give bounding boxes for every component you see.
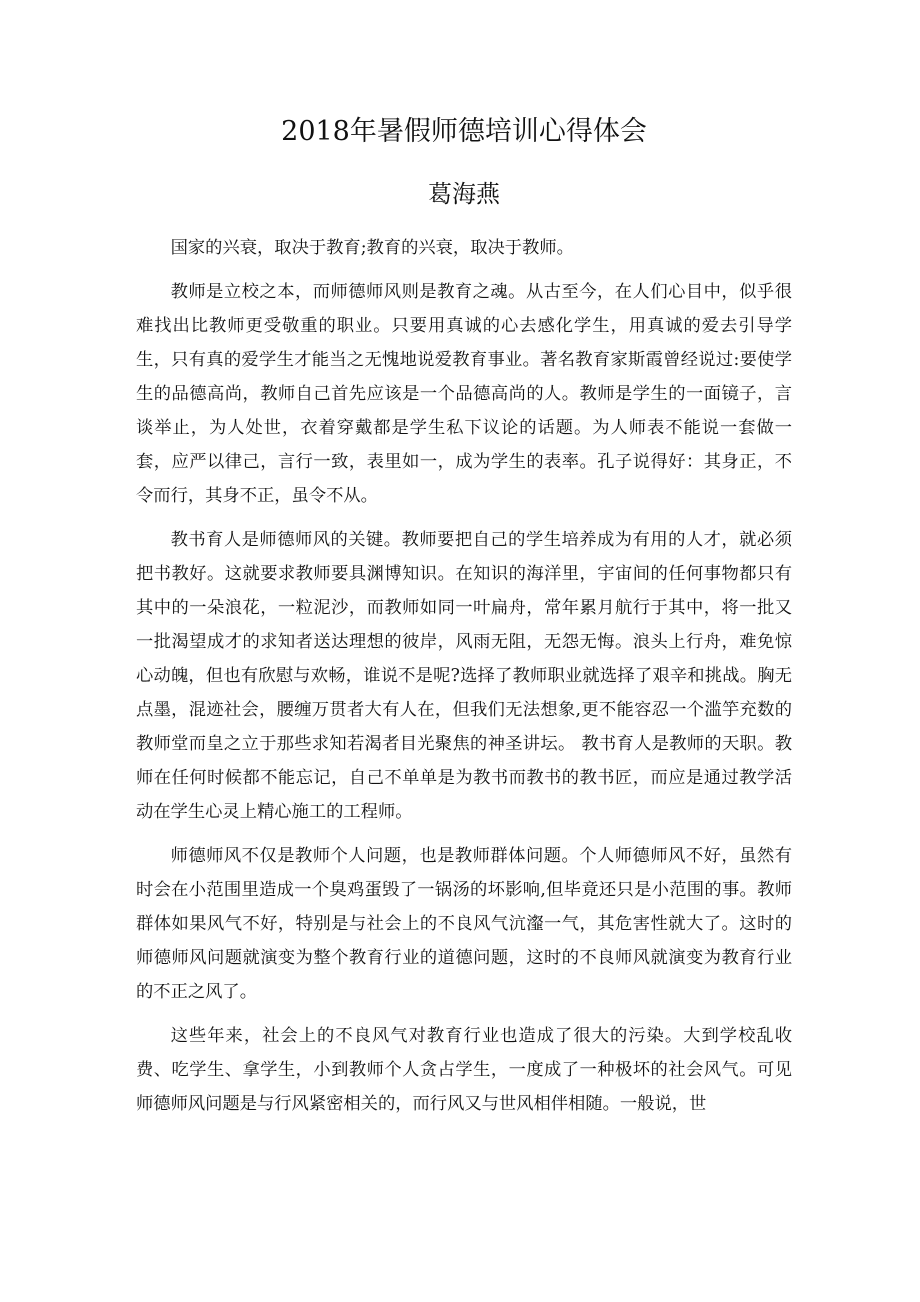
document-author: 葛海燕 <box>428 180 500 208</box>
paragraph: 教师是立校之本，而师德师风则是教育之魂。从古至今，在人们心目中，似乎很难找出比教师更受敬重的职业。只要用真诚的心去感化学生，用真诚的爱去引导学生，只有真的爱学生才能当之无愧地说爱教育事业。著名教育家斯霞曾经说过:要使学生的品德高尚，教师自己首先应该是一个品德高尚的人。教师是学生的一面镜子，言谈举止，为人处世，衣着穿戴都是学生私下议论的话题。为人师表不能说一套做一套，应严以律己，言行一致，表里如一，成为学生的表率。孔子说得好：其身正，不令而行，其身不正，虽令不从。 <box>136 282 792 506</box>
document-body <box>136 231 792 1121</box>
document-title: 2018年暑假师德培训心得体会 <box>281 116 647 147</box>
paragraph: 国家的兴衰，取决于教育;教育的兴衰，取决于教师。 <box>170 238 574 258</box>
paragraph: 教书育人是师德师风的关键。教师要把自己的学生培养成为有用的人才，就必须把书教好。这就要求教师要具渊博知识。在知识的海洋里，宇宙间的任何事物都只有其中的一朵浪花，一粒泥沙，而教师如同一叶扁舟，常年累月航行于其中，将一批又一批渴望成才的求知者送达理想的彼岸，风雨无阻，无怨无悔。浪头上行舟，难免惊心动魄，但也有欣慰与欢畅，谁说不是呢?选择了教师职业就选择了艰辛和挑战。胸无点墨，混迹社会，腰缠万贯者大有人在，但我们无法想象,更不能容忍一个滥竽充数的教师堂而皇之立于那些求知若渴者目光聚焦的神圣讲坛。 教书育人是教师的天职。教师在任何时候都不能忘记，自己不单单是为教书而教书的教书匠，而应是通过教学活动在学生心灵上精心施工的工程师。 <box>136 530 792 822</box>
paragraph: 师德师风不仅是教师个人问题，也是教师群体问题。个人师德师风不好，虽然有时会在小范围里造成一个臭鸡蛋毁了一锅汤的坏影响,但毕竟还只是小范围的事。教师群体如果风气不好，特别是与社会上的不良风气沆瀣一气，其危害性就大了。这时的师德师风问题就演变为整个教育行业的道德问题，这时的不良师风就演变为教育行业的不正之风了。 <box>136 846 792 1002</box>
paragraph: 这些年来，社会上的不良风气对教育行业也造成了很大的污染。大到学校乱收费、吃学生、拿学生，小到教师个人贪占学生，一度成了一种极坏的社会风气。可见师德师风问题是与行风紧密相关的，而行风又与世风相伴相随。一般说，世 <box>136 1026 792 1114</box>
